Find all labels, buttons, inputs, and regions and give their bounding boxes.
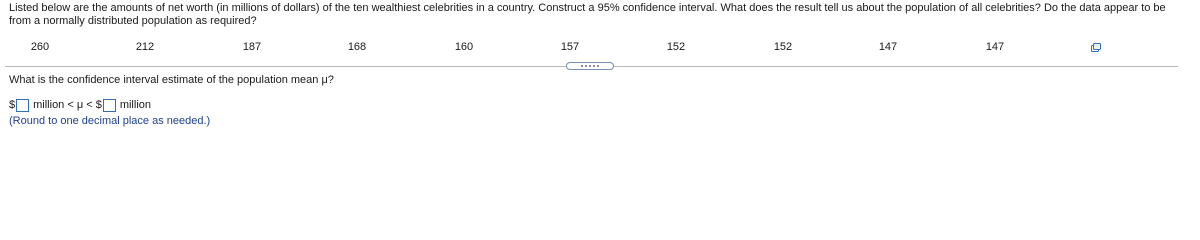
data-value: 160 [454, 41, 474, 53]
data-value: 212 [135, 41, 155, 53]
data-value: 147 [985, 41, 1005, 53]
more-dots-icon[interactable] [566, 62, 614, 70]
rounding-note: (Round to one decimal place as needed.) [9, 115, 211, 127]
data-value: 187 [242, 41, 262, 53]
middle-text: million < μ < $ [33, 99, 102, 111]
data-value: 157 [560, 41, 580, 53]
suffix-text: million [119, 99, 152, 111]
lower-bound-input[interactable] [16, 99, 29, 112]
data-values-row [0, 40, 1200, 56]
data-value: 260 [30, 41, 50, 53]
copy-data-icon[interactable] [1090, 42, 1102, 54]
question-text: Listed below are the amounts of net worth (in millions of dollars) of the ten wealthiest celebrities in a country. Construct a 95% confidence interval. What does the result tell us about the population of all celebrities? Do the data appear to be from a normally distributed population as required? [9, 2, 1166, 27]
data-value: 152 [666, 41, 686, 53]
data-value: 152 [773, 41, 793, 53]
dollar-prefix: $ [9, 99, 16, 111]
upper-bound-input[interactable] [103, 99, 116, 112]
answer-line [9, 97, 151, 113]
data-value: 168 [347, 41, 367, 53]
data-value: 147 [878, 41, 898, 53]
part-prompt: What is the confidence interval estimate of the population mean μ? [9, 74, 334, 86]
